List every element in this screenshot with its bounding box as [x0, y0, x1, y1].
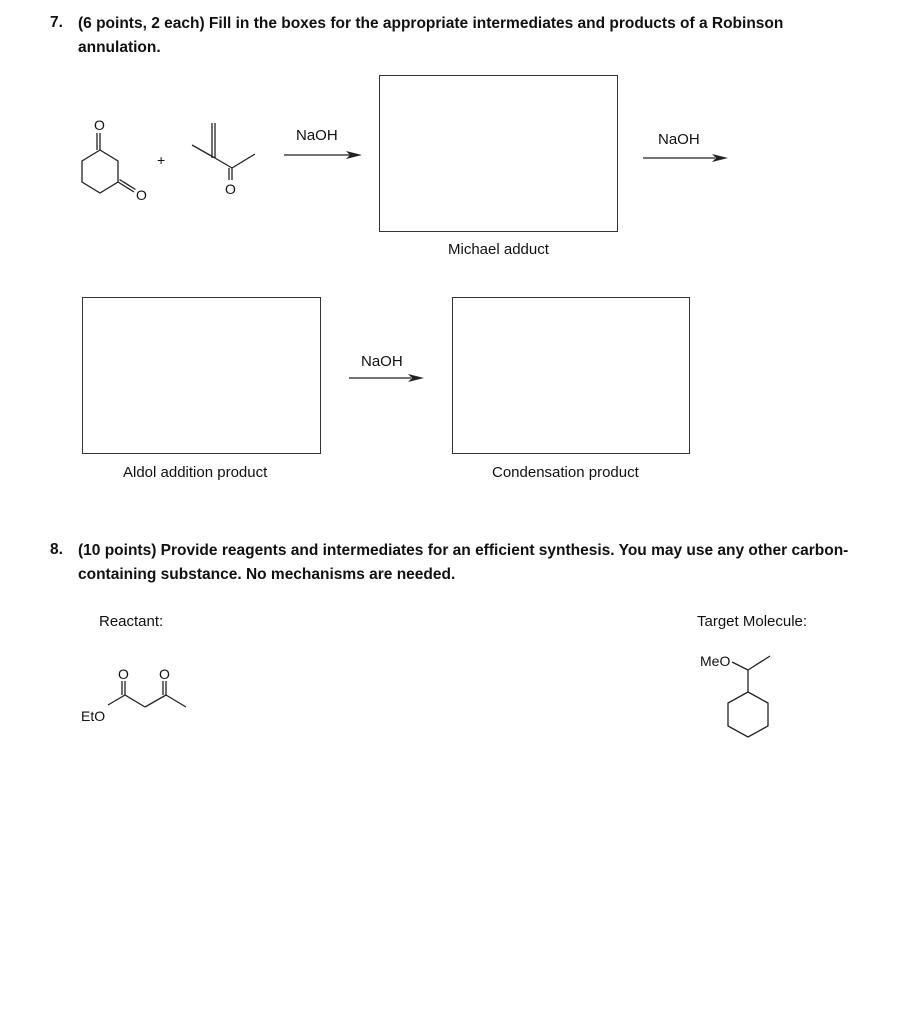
question-8-number: 8.	[50, 541, 63, 558]
question-8-text: (10 points) Provide reagents and intermediates for an efficient synthesis. You may use any other carbon-containing substance. No mechanisms are needed.	[78, 542, 849, 583]
arrow-2-reagent: NaOH	[658, 131, 700, 148]
q7-reactants-structure	[70, 110, 270, 210]
reactant-structure	[78, 665, 198, 725]
michael-adduct-box[interactable]	[379, 75, 618, 232]
aldol-addition-box[interactable]	[82, 297, 321, 454]
reactant-oxygen-2: O	[159, 666, 170, 682]
target-structure	[698, 648, 798, 748]
reaction-arrow-3	[349, 372, 429, 384]
dione-oxygen-right: O	[136, 187, 147, 203]
dione-oxygen-top: O	[94, 117, 105, 133]
target-label: Target Molecule:	[697, 613, 808, 630]
reactant-oxygen-1: O	[118, 666, 129, 682]
aldol-addition-label: Aldol addition product	[123, 464, 268, 481]
reactant-eto-label: EtO	[81, 708, 106, 724]
question-7-number: 7.	[50, 14, 63, 31]
reaction-arrow-2	[643, 152, 731, 164]
mvk-oxygen: O	[225, 181, 236, 197]
condensation-label: Condensation product	[492, 464, 639, 481]
reactant-label: Reactant:	[99, 613, 164, 630]
reaction-arrow-1	[284, 149, 364, 161]
condensation-box[interactable]	[452, 297, 690, 454]
arrow-1-reagent: NaOH	[296, 127, 338, 144]
target-meo-label: MeO	[700, 653, 731, 669]
plus-sign: +	[157, 152, 166, 168]
question-7-text: (6 points, 2 each) Fill in the boxes for the appropriate intermediates and products of a Robinson annulation.	[78, 15, 784, 56]
michael-adduct-label: Michael adduct	[448, 241, 549, 258]
arrow-3-reagent: NaOH	[361, 353, 403, 370]
